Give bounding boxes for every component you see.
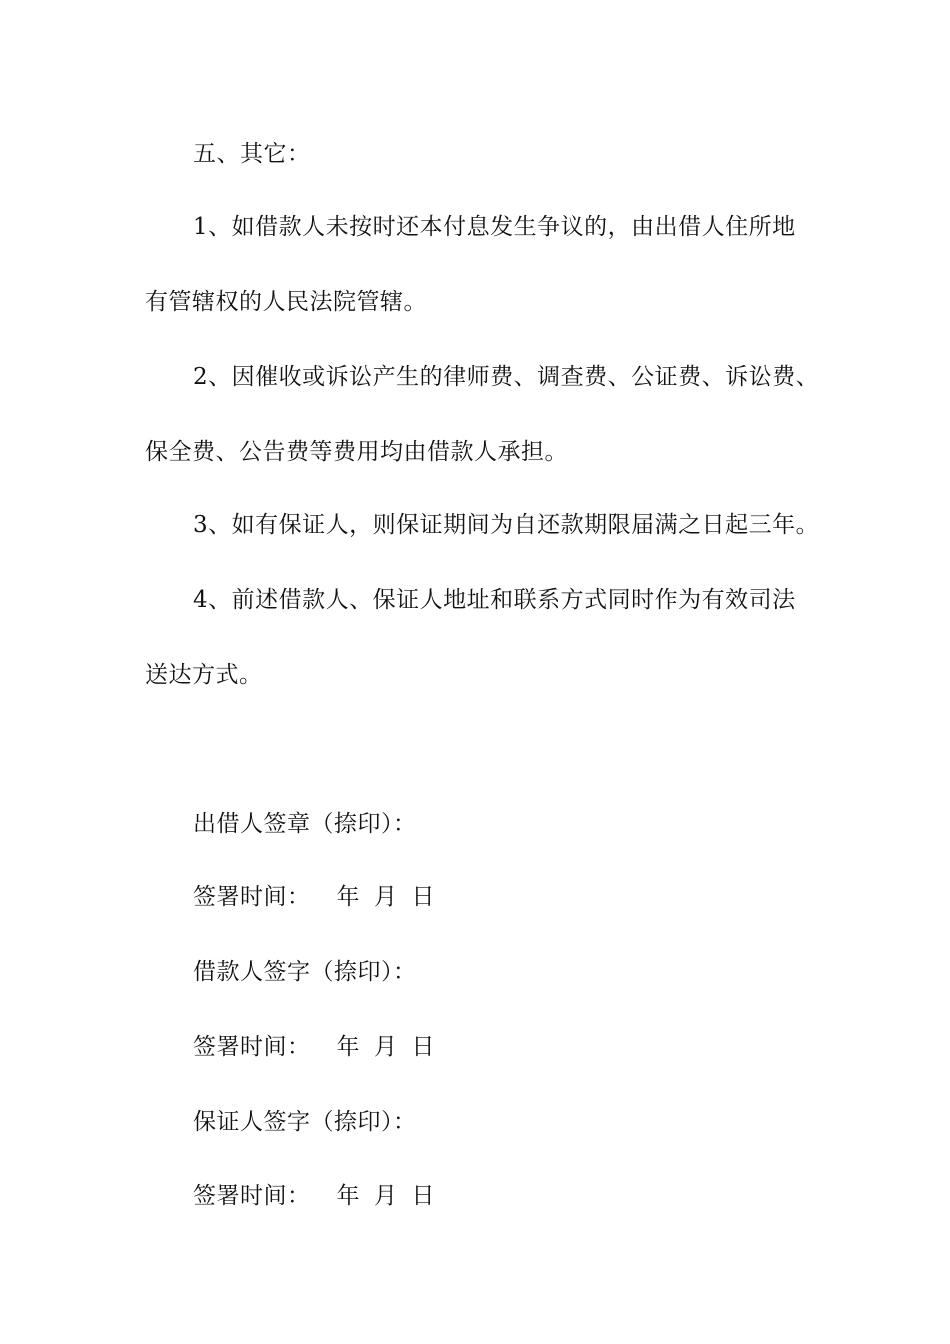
clause-4-line-2: 送达方式。 bbox=[145, 662, 263, 688]
borrower-signing-date bbox=[193, 1032, 435, 1062]
clause-2-line-1: 2、因催收或诉讼产生的律师费、调查费、公证费、诉讼费、 bbox=[193, 364, 820, 390]
borrower-signature-label: 借款人签字（捺印）： bbox=[193, 959, 417, 985]
section-heading: 五、其它： bbox=[193, 141, 311, 167]
clause-1-line-1: 1、如借款人未按时还本付息发生争议的，由出借人住所地 bbox=[193, 214, 796, 240]
guarantor-signing-date bbox=[193, 1181, 435, 1211]
clause-2-line-2: 保全费、公告费等费用均由借款人承担。 bbox=[145, 439, 568, 465]
month-label: 月 bbox=[374, 1183, 398, 1209]
year-label: 年 bbox=[336, 884, 360, 910]
clause-4-line-1: 4、前述借款人、保证人地址和联系方式同时作为有效司法 bbox=[193, 587, 796, 613]
month-label: 月 bbox=[374, 1034, 398, 1060]
clause-3-line-1: 3、如有保证人，则保证期间为自还款期限届满之日起三年。 bbox=[193, 512, 820, 538]
lender-signature-label: 出借人签章（捺印）： bbox=[193, 811, 417, 837]
clause-1-line-2: 有管辖权的人民法院管辖。 bbox=[145, 289, 427, 315]
month-label: 月 bbox=[374, 884, 398, 910]
day-label: 日 bbox=[411, 1034, 435, 1060]
year-label: 年 bbox=[336, 1034, 360, 1060]
day-label: 日 bbox=[411, 1183, 435, 1209]
signing-date-label: 签署时间： bbox=[193, 1034, 311, 1060]
signing-date-label: 签署时间： bbox=[193, 1183, 311, 1209]
signing-date-label: 签署时间： bbox=[193, 884, 311, 910]
lender-signing-date bbox=[193, 882, 435, 912]
guarantor-signature-label: 保证人签字（捺印）： bbox=[193, 1109, 417, 1135]
day-label: 日 bbox=[411, 884, 435, 910]
year-label: 年 bbox=[336, 1183, 360, 1209]
